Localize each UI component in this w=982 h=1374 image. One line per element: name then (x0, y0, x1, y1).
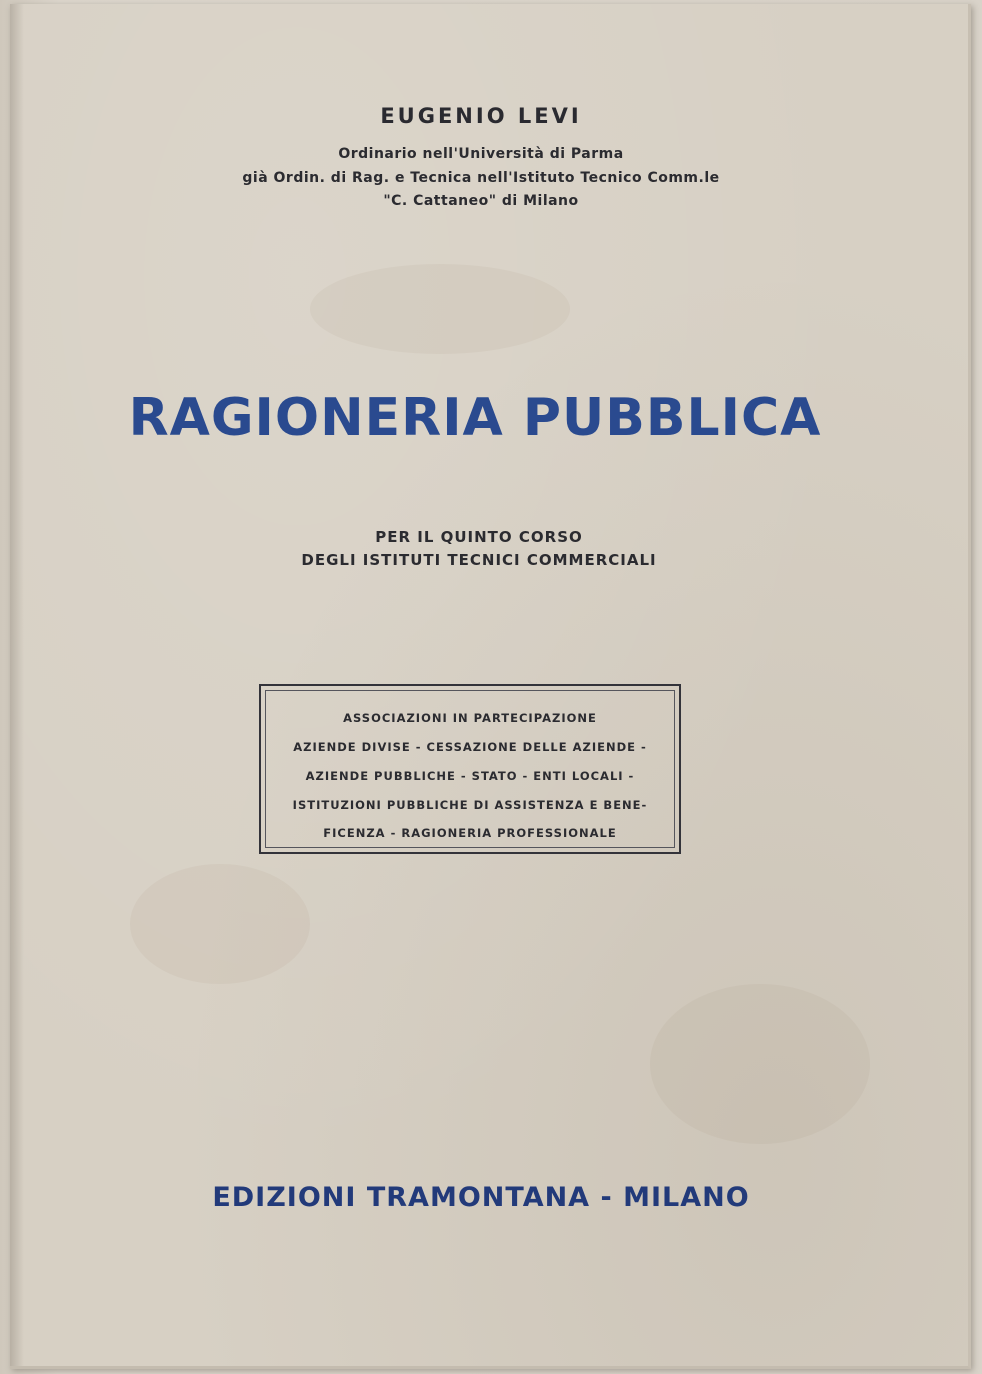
book-title: RAGIONERIA PUBBLICA (128, 388, 822, 448)
paper-stain (650, 984, 870, 1144)
contents-box-inner-border (265, 690, 675, 848)
paper-stain (130, 864, 310, 984)
contents-line: ASSOCIAZIONI IN PARTECIPAZIONE (343, 711, 597, 725)
contents-line: AZIENDE PUBBLICHE - STATO - ENTI LOCALI - (305, 769, 635, 783)
subtitle-line: PER IL QUINTO CORSO (375, 528, 583, 546)
publisher-imprint: EDIZIONI TRAMONTANA - MILANO (212, 1182, 750, 1213)
contents-line: FICENZA - RAGIONERIA PROFESSIONALE (323, 826, 617, 840)
author-name: EUGENIO LEVI (380, 104, 582, 128)
subtitle-line: DEGLI ISTITUTI TECNICI COMMERCIALI (301, 551, 657, 569)
paper-stain (310, 264, 570, 354)
author-affiliation-line: già Ordin. di Rag. e Tecnica nell'Istituto Tecnico Comm.le (242, 170, 720, 186)
contents-box (259, 684, 681, 854)
contents-line: AZIENDE DIVISE - CESSAZIONE DELLE AZIENDE - (293, 740, 647, 754)
author-affiliation-line: Ordinario nell'Università di Parma (338, 146, 624, 162)
contents-line: ISTITUZIONI PUBBLICHE DI ASSISTENZA E BENE- (292, 798, 648, 812)
author-affiliation-line: "C. Cattaneo" di Milano (383, 193, 579, 209)
